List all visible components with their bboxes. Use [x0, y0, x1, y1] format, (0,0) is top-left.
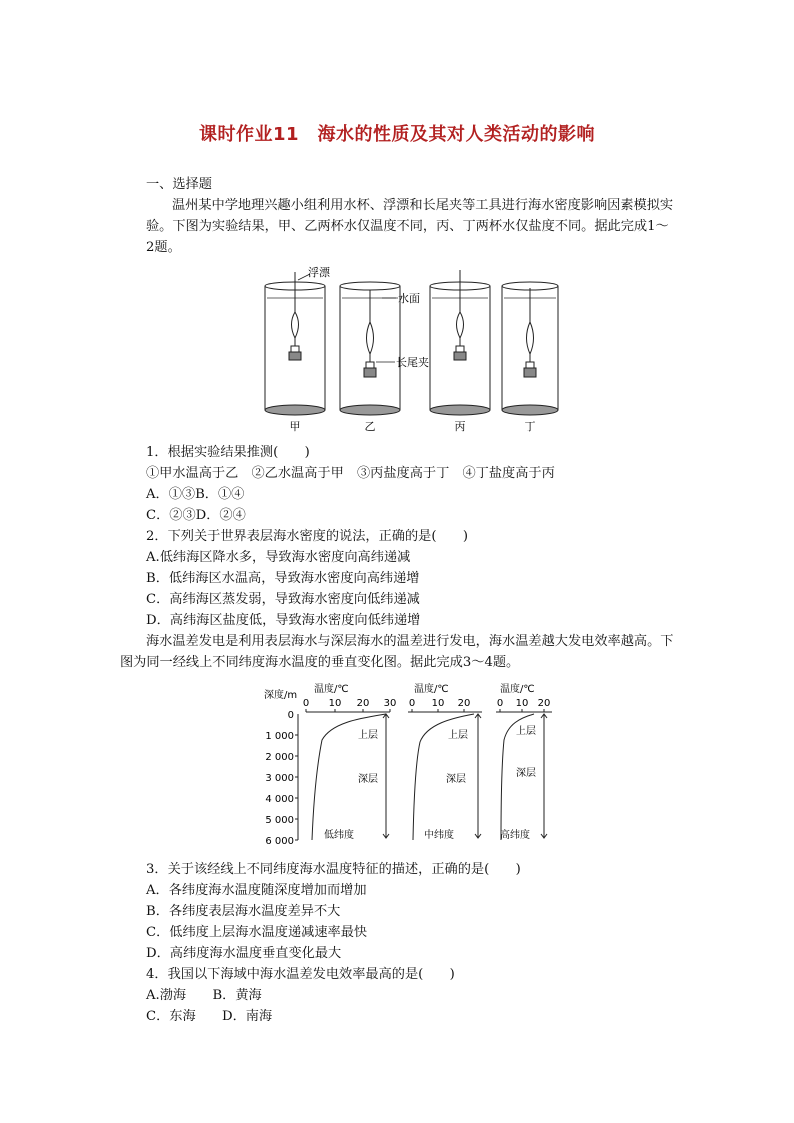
svg-text:20: 20 [537, 698, 551, 709]
float-ding [524, 288, 536, 377]
q4-options-cd: C．东海 D．南海 [146, 1009, 273, 1024]
q4-stem: 4．我国以下海域中海水温差发电效率最高的是( ) [146, 967, 455, 982]
q1-options-cd: C．②③D．②④ [146, 508, 246, 523]
q2-option-c: C．高纬海区蒸发弱，导致海水密度向低纬递减 [146, 592, 420, 607]
svg-text:20: 20 [356, 698, 370, 709]
svg-text:0: 0 [408, 698, 416, 709]
temp-axis-label: 温度/℃ [314, 684, 349, 695]
q3-stem: 3．关于该经线上不同纬度海水温度特征的描述，正确的是( ) [146, 862, 521, 877]
cup-label-ding: 丁 [524, 420, 536, 433]
q2-option-a: A.低纬海区降水多，导致海水密度向高纬递减 [146, 550, 411, 565]
float-yi [364, 290, 376, 377]
label-float: 浮漂 [308, 266, 330, 279]
svg-text:10: 10 [431, 698, 445, 709]
float-bing [454, 270, 466, 360]
q3-option-c: C．低纬度上层海水温度递减速率最快 [146, 925, 368, 940]
cup-label-bing: 丙 [454, 420, 466, 433]
depth-tick: 3 000 [265, 773, 294, 784]
svg-text:10: 10 [515, 698, 529, 709]
deep-layer-label: 深层 [516, 768, 536, 779]
label-clip: 长尾夹 [396, 356, 429, 369]
intro-paragraph-2: 海水温差发电是利用表层海水与深层海水的温差进行发电，海水温差越大发电效率越高。下图为同一经线上不同纬度海水温度的垂直变化图。据此完成3～4题。 [120, 634, 674, 670]
temperature-profile-figure [262, 680, 562, 846]
section-heading: 一、选择题 [146, 177, 212, 192]
q2-option-b: B．低纬海区水温高，导致海水密度向高纬递增 [146, 571, 420, 586]
q3-option-a: A．各纬度海水温度随深度增加而增加 [146, 883, 367, 898]
svg-text:10: 10 [328, 698, 342, 709]
svg-text:0: 0 [496, 698, 504, 709]
q1-stem: 1．根据实验结果推测( ) [146, 445, 310, 460]
upper-layer-label: 上层 [516, 726, 536, 737]
cup-label-jia: 甲 [289, 420, 301, 433]
svg-text:20: 20 [457, 698, 471, 709]
latitude-label: 低纬度 [324, 830, 354, 841]
depth-tick: 0 [287, 710, 294, 721]
svg-text:30: 30 [383, 698, 397, 709]
float-jia [289, 272, 301, 360]
latitude-label: 高纬度 [500, 830, 530, 841]
deep-layer-label: 深层 [358, 774, 378, 785]
q3-option-d: D．高纬度海水温度垂直变化最大 [146, 946, 342, 961]
panel-mid-latitude [408, 682, 482, 841]
depth-tick: 5 000 [265, 815, 294, 826]
q2-option-d: D．高纬海区盐度低，导致海水密度向低纬递增 [146, 613, 421, 628]
depth-tick: 6 000 [265, 836, 294, 846]
upper-layer-label: 上层 [358, 730, 378, 741]
depth-tick: 1 000 [265, 731, 294, 742]
temp-axis-label: 温度/℃ [500, 684, 535, 695]
svg-text:0: 0 [302, 698, 310, 709]
q1-statements: ①甲水温高于乙 ②乙水温高于甲 ③丙盐度高于丁 ④丁盐度高于丙 [146, 466, 555, 481]
label-water-surface: 水面 [398, 292, 420, 305]
page-title: 课时作业11 海水的性质及其对人类活动的影响 [198, 124, 596, 145]
q4-options-ab: A.渤海 B．黄海 [146, 988, 262, 1003]
cup-label-yi: 乙 [364, 420, 376, 433]
q2-stem: 2．下列关于世界表层海水密度的说法，正确的是( ) [146, 529, 468, 544]
depth-tick: 2 000 [265, 752, 294, 763]
q3-option-b: B．各纬度表层海水温度差异不大 [146, 904, 341, 919]
panel-low-latitude [303, 682, 397, 841]
latitude-label: 中纬度 [424, 830, 454, 841]
intro-paragraph-1: 温州某中学地理兴趣小组利用水杯、浮漂和长尾夹等工具进行海水密度影响因素模拟实验。下图为实验结果，甲、乙两杯水仅温度不同，丙、丁两杯水仅盐度不同。据此完成1～2题。 [146, 198, 674, 255]
temp-axis-label: 温度/℃ [414, 684, 449, 695]
deep-layer-label: 深层 [446, 774, 466, 785]
cup-experiment-figure [260, 262, 560, 438]
panel-high-latitude [496, 682, 552, 841]
q1-options-ab: A．①③B．①④ [146, 487, 245, 502]
depth-axis-label: 深度/m [264, 690, 298, 701]
depth-tick: 4 000 [265, 794, 294, 805]
upper-layer-label: 上层 [448, 730, 468, 741]
